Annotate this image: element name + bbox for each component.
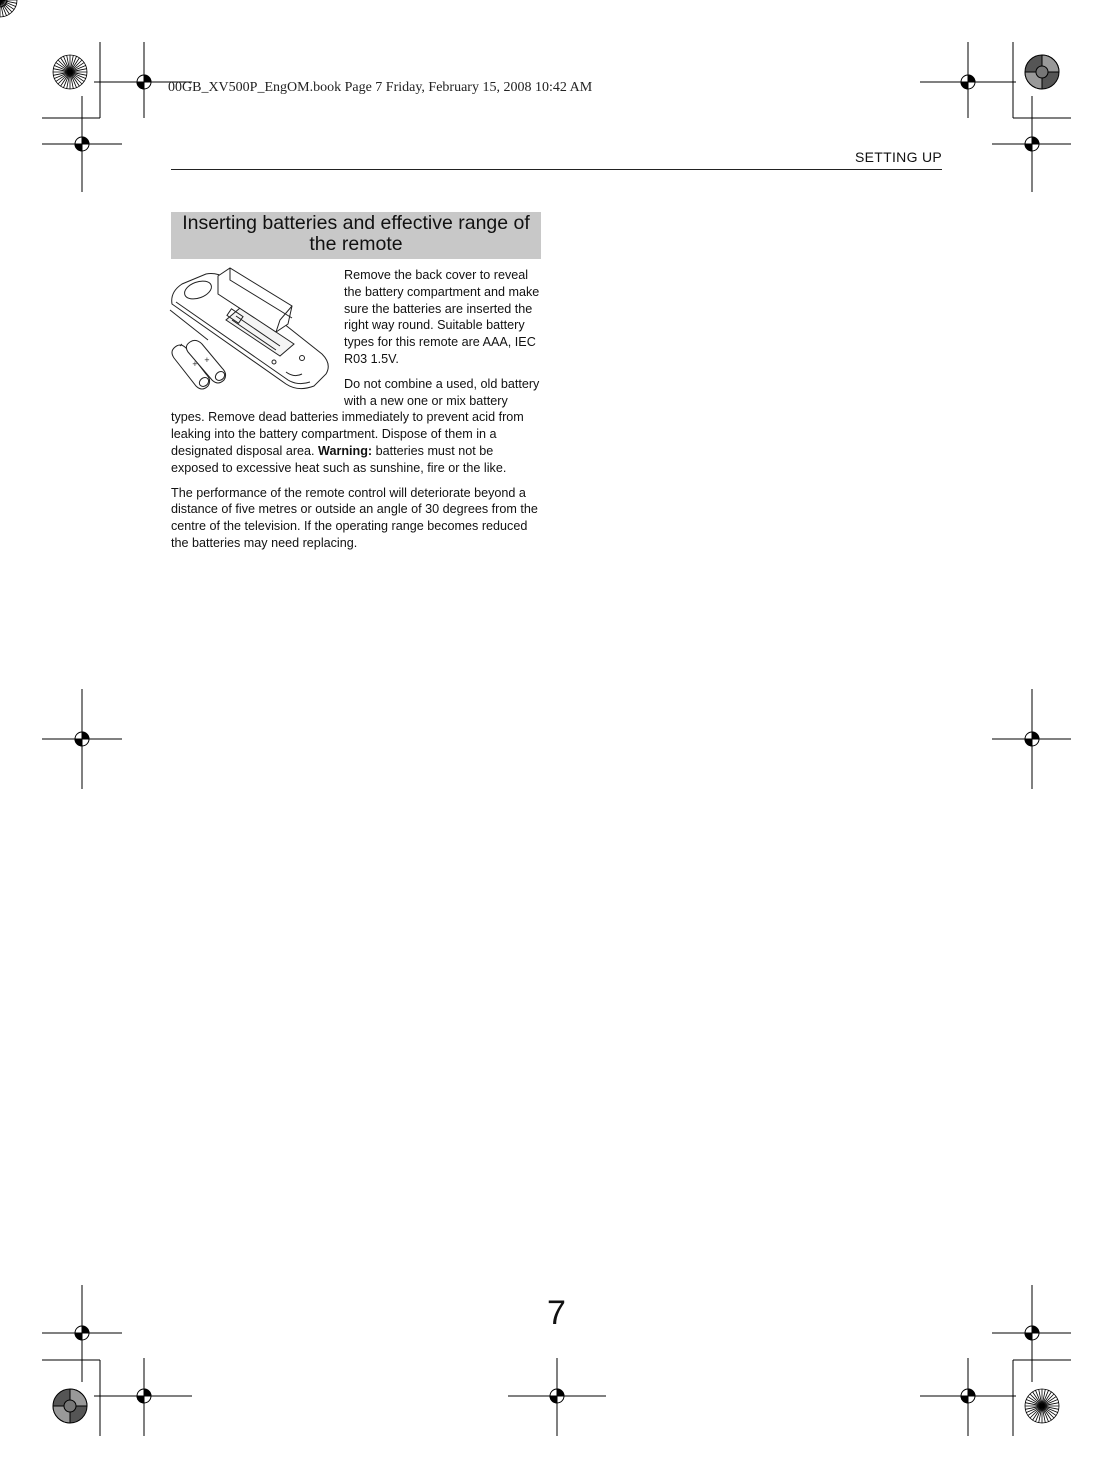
warning-label: Warning: xyxy=(318,443,373,458)
color-target-icon xyxy=(1025,55,1059,89)
svg-text:+: + xyxy=(204,356,210,364)
print-slug: 00GB_XV500P_EngOM.book Page 7 Friday, February 15, 2008 10:42 AM xyxy=(168,80,593,95)
color-target-icon xyxy=(53,1389,87,1423)
illustration-spacer xyxy=(171,267,344,403)
page-number: 7 xyxy=(547,1294,566,1332)
section-heading: Inserting batteries and effective range of the remote xyxy=(182,212,530,255)
paragraph-operating-range: The performance of the remote control will deteriorate beyond a distance of five metres or outside an angle of 30 degrees from the centre of the television. If the operating range becomes reduced the batteries may need replacing. xyxy=(171,485,538,550)
section-heading-box xyxy=(171,212,541,259)
warning-text: Do not combine a used, old battery with a new one or mix battery types. Remove dead batteries immediately to prevent acid from leaking into the battery compartment. Dispose of them in a designated disposal area. xyxy=(171,376,540,458)
section-body xyxy=(171,267,541,560)
starburst-icon xyxy=(0,0,17,17)
paragraph-battery-compartment: Remove the back cover to reveal the battery compartment and make sure the batteries are inserted the right way round. Suitable battery types for this remote are AAA, IEC R03 1.5V. xyxy=(344,268,540,366)
svg-text:+: + xyxy=(192,360,198,368)
section-label: SETTING UP xyxy=(854,149,942,165)
header-rule xyxy=(171,169,942,170)
warning-continuation: batteries must not be exposed to excessive heat such as sunshine, fire or the like. xyxy=(171,443,507,475)
